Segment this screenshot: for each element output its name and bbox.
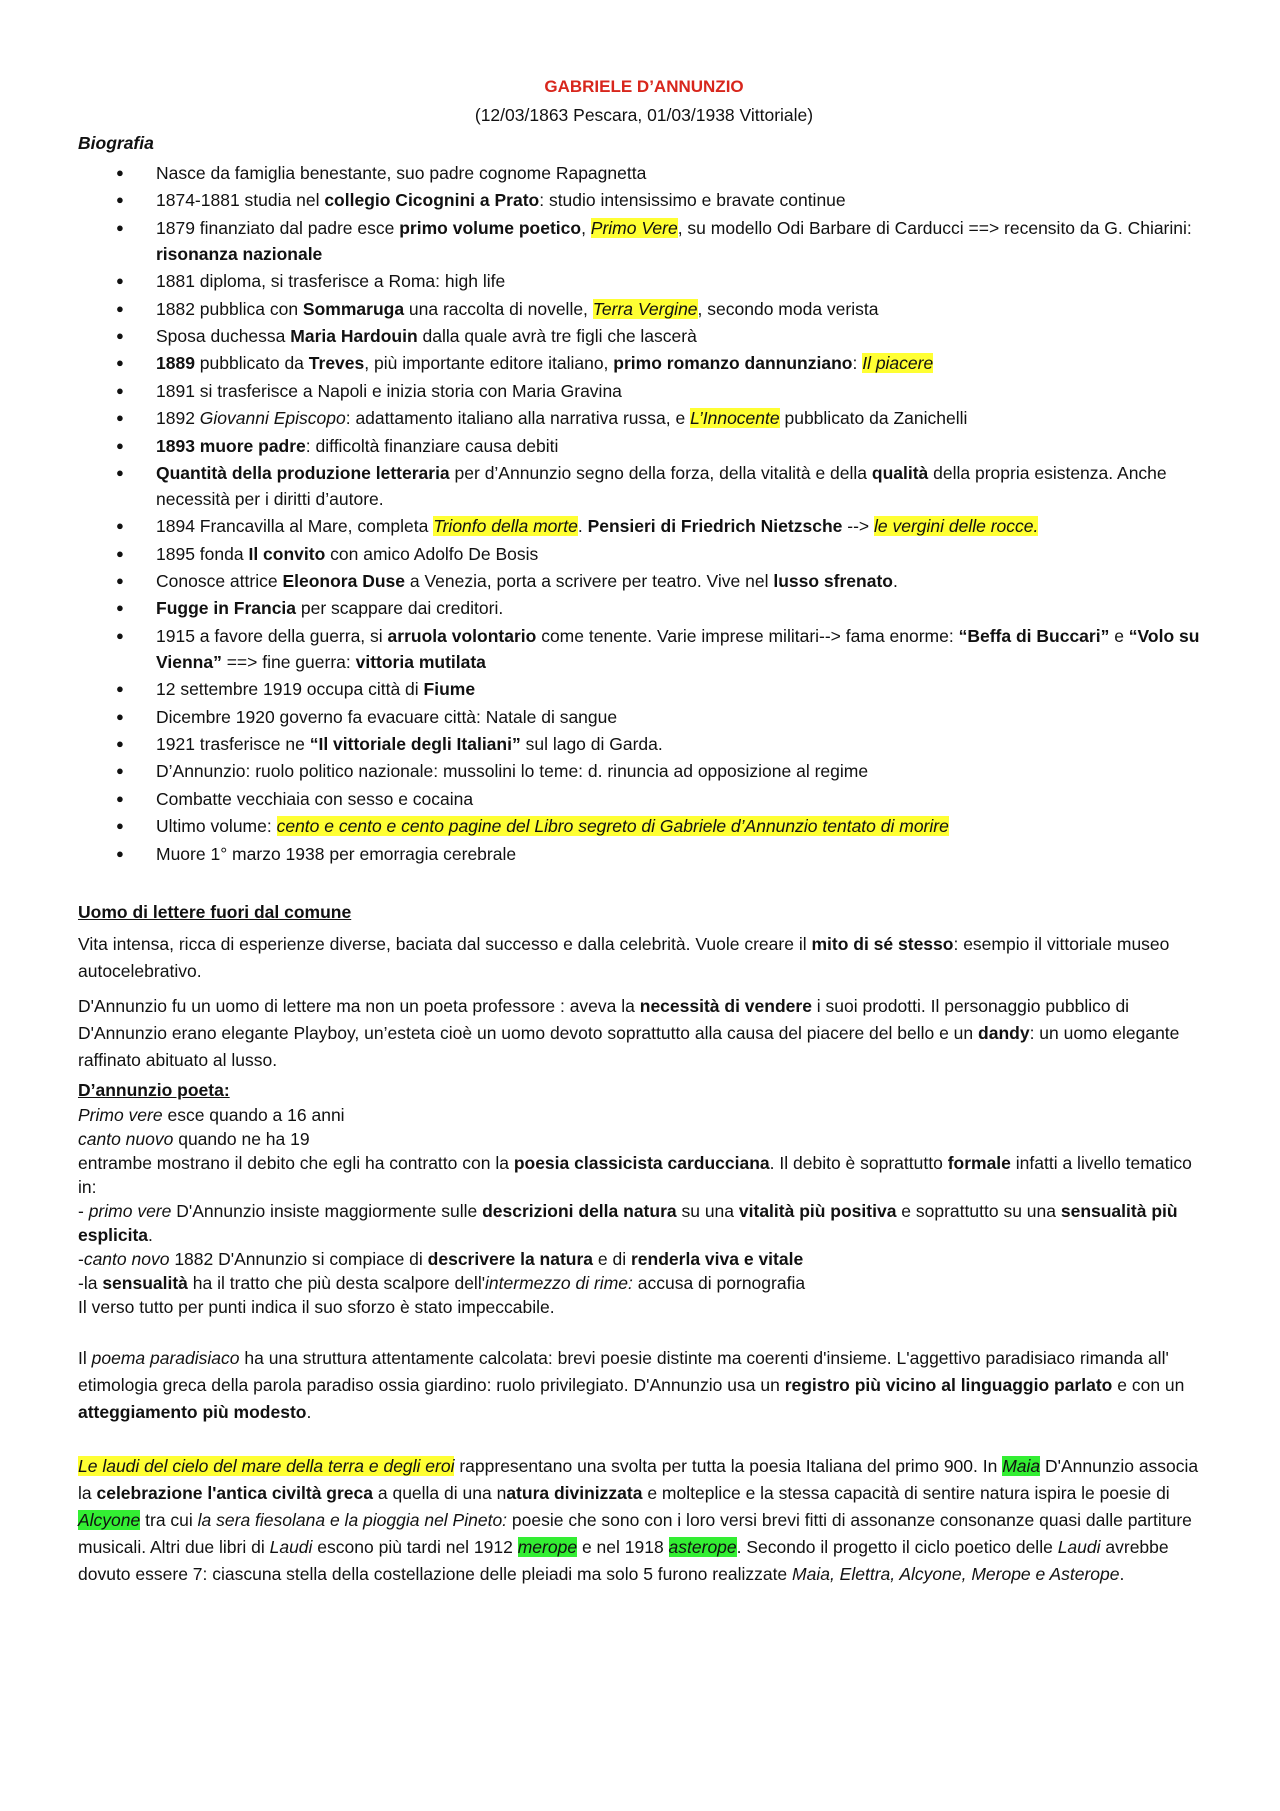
list-item xyxy=(78,323,1210,349)
text-run: Laudi xyxy=(269,1536,313,1557)
bullet-icon: ● xyxy=(116,600,124,616)
text-run: sensualità più esplicita xyxy=(78,1200,1178,1245)
text-run: primo romanzo dannunziano xyxy=(613,353,853,374)
text-run: 1881 diploma, si trasferisce a Roma: high life xyxy=(156,271,506,292)
list-item xyxy=(78,813,1210,839)
text-run: formale xyxy=(947,1152,1011,1173)
text-run: 1882 pubblica con xyxy=(156,298,303,319)
list-item xyxy=(78,460,1210,512)
text-run: risonanza nazionale xyxy=(156,243,323,264)
text-run: a quella di una n xyxy=(373,1482,507,1503)
list-item xyxy=(78,187,1210,213)
text-run: : difficoltà finanziare causa debiti xyxy=(305,435,559,456)
text-run: canto nuovo xyxy=(78,1128,174,1149)
text-run: Pensieri di Friedrich Nietzsche xyxy=(587,516,843,537)
text-run: qualità xyxy=(871,462,929,483)
text-run: primo volume poetico xyxy=(399,217,582,238)
list-item xyxy=(78,731,1210,757)
list-item xyxy=(78,704,1210,730)
text-run: e xyxy=(1109,625,1129,646)
list-item xyxy=(78,623,1210,675)
list-item xyxy=(78,160,1210,186)
text-run: ha una struttura attentamente calcolata: brevi poesie distinte ma coerenti d'insieme. L'aggettivo paradisiaco rimanda all' etimologia greca della parola paradiso ossia giardino: ruolo privilegiato. D'Annunzio usa un xyxy=(78,1347,1169,1395)
bullet-icon: ● xyxy=(116,355,124,371)
text-line xyxy=(78,1103,1210,1127)
text-run: intermezzo di rime: xyxy=(485,1272,633,1293)
text-run: vitalità più positiva xyxy=(738,1200,897,1221)
text-run: descrivere la natura xyxy=(427,1248,594,1269)
text-run: entrambe mostrano il debito che egli ha contratto con la xyxy=(78,1152,514,1173)
bullet-icon: ● xyxy=(116,192,124,208)
text-run: cento e cento e cento pagine del Libro segreto di Gabriele d’Annunzio tentato di morire xyxy=(276,816,949,837)
text-run: Il xyxy=(78,1347,92,1368)
section-heading-poeta: D’annunzio poeta: xyxy=(78,1079,230,1100)
bullet-icon: ● xyxy=(116,382,124,398)
text-run: merope xyxy=(517,1536,578,1557)
text-line xyxy=(78,1271,1210,1295)
text-run: pubblicato da xyxy=(194,353,309,374)
text-run: 1889 xyxy=(156,353,195,374)
poeta-lines xyxy=(78,1103,1210,1319)
text-run: 1894 Francavilla al Mare, completa xyxy=(156,516,434,537)
text-run: “Il vittoriale degli Italiani” xyxy=(309,734,521,755)
text-run: ha il tratto che più desta scalpore dell' xyxy=(187,1272,486,1293)
bullet-icon: ● xyxy=(116,627,124,643)
text-run: i suoi prodotti. Il personaggio pubblico di D'Annunzio erano elegante Playboy, un’esteta cioè un uomo devoto soprattutto alla causa del piacere del bello e un xyxy=(78,995,1130,1043)
text-run: Maria Hardouin xyxy=(290,325,418,346)
text-run: D’Annunzio: ruolo politico nazionale: mussolini lo teme: d. rinuncia ad opposizione al regime xyxy=(156,761,869,782)
document-title: GABRIELE D’ANNUNZIO xyxy=(544,77,744,96)
text-run: , più importante editore italiano, xyxy=(364,353,614,374)
text-run: 1915 a favore della guerra, si xyxy=(156,625,388,646)
text-run: sensualità xyxy=(102,1272,188,1293)
text-run: . xyxy=(306,1401,312,1422)
paragraph-laudi xyxy=(78,1453,1210,1588)
list-item xyxy=(78,405,1210,431)
text-run: , secondo moda verista xyxy=(697,298,879,319)
bullet-icon: ● xyxy=(116,410,124,426)
list-item xyxy=(78,296,1210,322)
text-run: primo vere xyxy=(88,1200,172,1221)
text-run: 1892 xyxy=(156,408,200,429)
bullet-icon: ● xyxy=(116,845,124,861)
text-run: per scappare dai creditori. xyxy=(296,598,504,619)
text-run: 1879 finanziato dal padre esce xyxy=(156,217,400,238)
text-run: 12 settembre 1919 occupa città di xyxy=(156,679,424,700)
text-run: poema paradisiaco xyxy=(91,1347,240,1368)
bullet-icon: ● xyxy=(116,518,124,534)
text-run: poesie che sono con i loro versi brevi fitti di assonanze consonanze quasi dalle partiture musicali. Altri due libri di xyxy=(78,1509,1192,1557)
text-run: descrizioni della natura xyxy=(482,1200,677,1221)
text-run: Il verso tutto per punti indica il suo sforzo è stato impeccabile. xyxy=(78,1296,555,1317)
list-item xyxy=(78,268,1210,294)
text-line xyxy=(78,1127,1210,1151)
text-run: , xyxy=(581,217,591,238)
biography-list xyxy=(78,160,1210,867)
text-run: accusa di pornografia xyxy=(632,1272,806,1293)
text-run: --> xyxy=(842,516,874,537)
bullet-icon: ● xyxy=(116,327,124,343)
text-run: : xyxy=(852,353,863,374)
text-run: asterope xyxy=(668,1536,737,1557)
list-item xyxy=(78,215,1210,267)
text-run: Laudi xyxy=(1057,1536,1101,1557)
text-run: Combatte vecchiaia con sesso e cocaina xyxy=(156,788,474,809)
bullet-icon: ● xyxy=(116,708,124,724)
text-run: necessità di vendere xyxy=(639,995,812,1016)
bullet-icon: ● xyxy=(116,790,124,806)
bullet-icon: ● xyxy=(116,736,124,752)
text-run: mito di sé stesso xyxy=(811,933,954,954)
text-run: : un uomo elegante raffinato abituato al lusso. xyxy=(78,1022,1180,1070)
paragraph-poema-paradisiaco xyxy=(78,1345,1210,1426)
text-run: 1874-1881 studia nel xyxy=(156,190,325,211)
text-run: 1895 fonda xyxy=(156,543,249,564)
list-item xyxy=(78,595,1210,621)
text-run: D'Annunzio fu un uomo di lettere ma non un poeta professore : aveva la xyxy=(78,995,640,1016)
text-run: avrebbe dovuto essere 7: ciascuna stella della costellazione delle pleiadi ma solo 5 furono realizzate xyxy=(78,1536,1169,1584)
text-run: 1882 D'Annunzio si compiace di xyxy=(169,1248,428,1269)
text-run: . xyxy=(892,571,898,592)
text-run: “Volo su Vienna” xyxy=(156,625,1200,672)
text-run: : adattamento italiano alla narrativa russa, e xyxy=(345,408,691,429)
text-run: tra cui xyxy=(140,1509,198,1530)
text-run: registro più vicino al linguaggio parlato xyxy=(784,1374,1113,1395)
text-run: 1893 muore padre xyxy=(156,435,306,456)
bullet-icon: ● xyxy=(116,464,124,480)
text-run: Quantità della produzione letteraria xyxy=(156,462,450,483)
text-line xyxy=(78,1295,1210,1319)
text-run: Giovanni Episcopo xyxy=(199,408,346,429)
text-run: : esempio il vittoriale museo autocelebrativo. xyxy=(78,933,1170,981)
text-run: celebrazione l'antica civiltà greca xyxy=(96,1482,373,1503)
text-run: Fugge in Francia xyxy=(156,598,297,619)
text-run: . xyxy=(148,1224,153,1245)
text-run: L’Innocente xyxy=(690,408,780,429)
text-run: e con un xyxy=(1112,1374,1185,1395)
text-run: Primo vere xyxy=(78,1104,163,1125)
text-line xyxy=(78,1151,1210,1199)
text-run: “Beffa di Buccari” xyxy=(958,625,1110,646)
text-run: Trionfo della morte xyxy=(433,516,578,537)
bullet-icon: ● xyxy=(116,545,124,561)
text-run: Alcyone xyxy=(78,1509,141,1530)
bullet-icon: ● xyxy=(116,681,124,697)
text-run: sul lago di Garda. xyxy=(520,734,663,755)
text-run: Vita intensa, ricca di esperienze diverse, baciata dal successo e dalla celebrità. Vuole creare il xyxy=(78,933,812,954)
text-run: Eleonora Duse xyxy=(282,571,405,592)
text-run: . xyxy=(1119,1563,1125,1584)
list-item xyxy=(78,433,1210,459)
text-run: - xyxy=(78,1248,84,1269)
paragraph-uomo-1 xyxy=(78,931,1210,985)
list-item xyxy=(78,513,1210,539)
text-run: una raccolta di novelle, xyxy=(404,298,593,319)
text-run: collegio Cicognini a Prato xyxy=(324,190,540,211)
text-run: -la xyxy=(78,1272,103,1293)
text-run: su una xyxy=(676,1200,739,1221)
text-run: vittoria mutilata xyxy=(355,651,486,672)
text-run: Sposa duchessa xyxy=(156,325,291,346)
text-run: Conosce attrice xyxy=(156,571,283,592)
text-run: e soprattutto su una xyxy=(896,1200,1061,1221)
text-run: e di xyxy=(593,1248,631,1269)
text-run: . Secondo il progetto il ciclo poetico delle xyxy=(736,1536,1058,1557)
list-item xyxy=(78,541,1210,567)
text-run: dandy xyxy=(978,1022,1030,1043)
text-run: - xyxy=(78,1200,89,1221)
text-run: . xyxy=(577,516,588,537)
text-run: pubblicato da Zanichelli xyxy=(779,408,968,429)
text-line xyxy=(78,1247,1210,1271)
text-run: lusso sfrenato xyxy=(773,571,893,592)
list-item xyxy=(78,378,1210,404)
text-run: e nel 1918 xyxy=(577,1536,669,1557)
text-run: Dicembre 1920 governo fa evacuare città: Natale di sangue xyxy=(156,706,618,727)
text-run: rappresentano una svolta per tutta la poesia Italiana del primo 900. In xyxy=(454,1455,1003,1476)
text-run: Maia, Elettra, Alcyone, Merope e Asterope xyxy=(792,1563,1120,1584)
text-run: . Il debito è soprattutto xyxy=(769,1152,948,1173)
document-subtitle: (12/03/1863 Pescara, 01/03/1938 Vittoriale) xyxy=(474,105,814,125)
list-item xyxy=(78,676,1210,702)
text-run: dalla quale avrà tre figli che lascerà xyxy=(417,325,697,346)
text-run: D'Annunzio insiste maggiormente sulle xyxy=(171,1200,483,1221)
list-item xyxy=(78,786,1210,812)
text-run: escono più tardi nel 1912 xyxy=(312,1536,518,1557)
list-item xyxy=(78,841,1210,867)
text-run: esce quando a 16 anni xyxy=(162,1104,345,1125)
text-run: con amico Adolfo De Bosis xyxy=(325,543,539,564)
text-run: Terra Vergine xyxy=(592,298,698,319)
bullet-icon: ● xyxy=(116,165,124,180)
text-run: per d’Annunzio segno della forza, della vitalità e della xyxy=(449,462,872,483)
text-run: Muore 1° marzo 1938 per emorragia cerebrale xyxy=(156,843,517,864)
text-run: la sera fiesolana e la pioggia nel Pineto: xyxy=(197,1509,508,1530)
text-run: Primo Vere xyxy=(590,217,678,238)
text-run: canto novo xyxy=(83,1248,170,1269)
text-run: renderla viva e vitale xyxy=(631,1248,804,1269)
bullet-icon: ● xyxy=(116,273,124,289)
text-run: e molteplice e la stessa capacità di sentire natura ispira le poesie di xyxy=(642,1482,1170,1503)
text-run: Ultimo volume: xyxy=(156,816,277,837)
text-run: a Venezia, porta a scrivere per teatro. Vive nel xyxy=(405,571,774,592)
text-run: arruola volontario xyxy=(387,625,537,646)
bullet-icon: ● xyxy=(116,818,124,834)
text-run: Sommaruga xyxy=(302,298,405,319)
bullet-icon: ● xyxy=(116,219,124,235)
bullet-icon: ● xyxy=(116,763,124,779)
bullet-icon: ● xyxy=(116,300,124,316)
text-run: Il piacere xyxy=(862,353,934,374)
text-run: quando ne ha 19 xyxy=(173,1128,310,1149)
text-run: infatti a livello tematico in: xyxy=(78,1152,1192,1197)
text-run: poesia classicista carducciana xyxy=(513,1152,770,1173)
text-run: : studio intensissimo e bravate continue xyxy=(539,190,846,211)
text-run: Il convito xyxy=(248,543,326,564)
text-run: 1891 si trasferisce a Napoli e inizia storia con Maria Gravina xyxy=(156,380,622,401)
text-run: D'Annunzio associa la xyxy=(78,1455,1199,1503)
section-heading-uomo: Uomo di lettere fuori dal comune xyxy=(78,901,352,922)
text-run: Le laudi del cielo del mare della terra e degli eroi xyxy=(78,1455,455,1476)
text-run: 1921 trasferisce ne xyxy=(156,734,310,755)
text-run: atura divinizzata xyxy=(506,1482,643,1503)
text-run: Fiume xyxy=(423,679,476,700)
text-run: ==> fine guerra: xyxy=(221,651,356,672)
text-run: , su modello Odi Barbare di Carducci ==> recensito da G. Chiarini: xyxy=(677,217,1192,238)
list-item xyxy=(78,758,1210,784)
text-line xyxy=(78,1199,1210,1247)
document-page xyxy=(78,74,1210,1588)
list-item xyxy=(78,350,1210,376)
text-run: le vergini delle rocce. xyxy=(873,516,1039,537)
text-run: Nasce da famiglia benestante, suo padre cognome Rapagnetta xyxy=(156,163,647,183)
list-item xyxy=(78,568,1210,594)
text-run: atteggiamento più modesto xyxy=(78,1401,307,1422)
bullet-icon: ● xyxy=(116,437,124,453)
text-run: Treves xyxy=(308,353,365,374)
text-run: della propria esistenza. Anche necessità per i diritti d’autore. xyxy=(156,462,1167,509)
paragraph-uomo-2 xyxy=(78,993,1210,1074)
biography-heading: Biografia xyxy=(78,133,154,153)
text-run: Maia xyxy=(1002,1455,1041,1476)
text-run: come tenente. Varie imprese militari--> fama enorme: xyxy=(536,625,959,646)
bullet-icon: ● xyxy=(116,573,124,589)
